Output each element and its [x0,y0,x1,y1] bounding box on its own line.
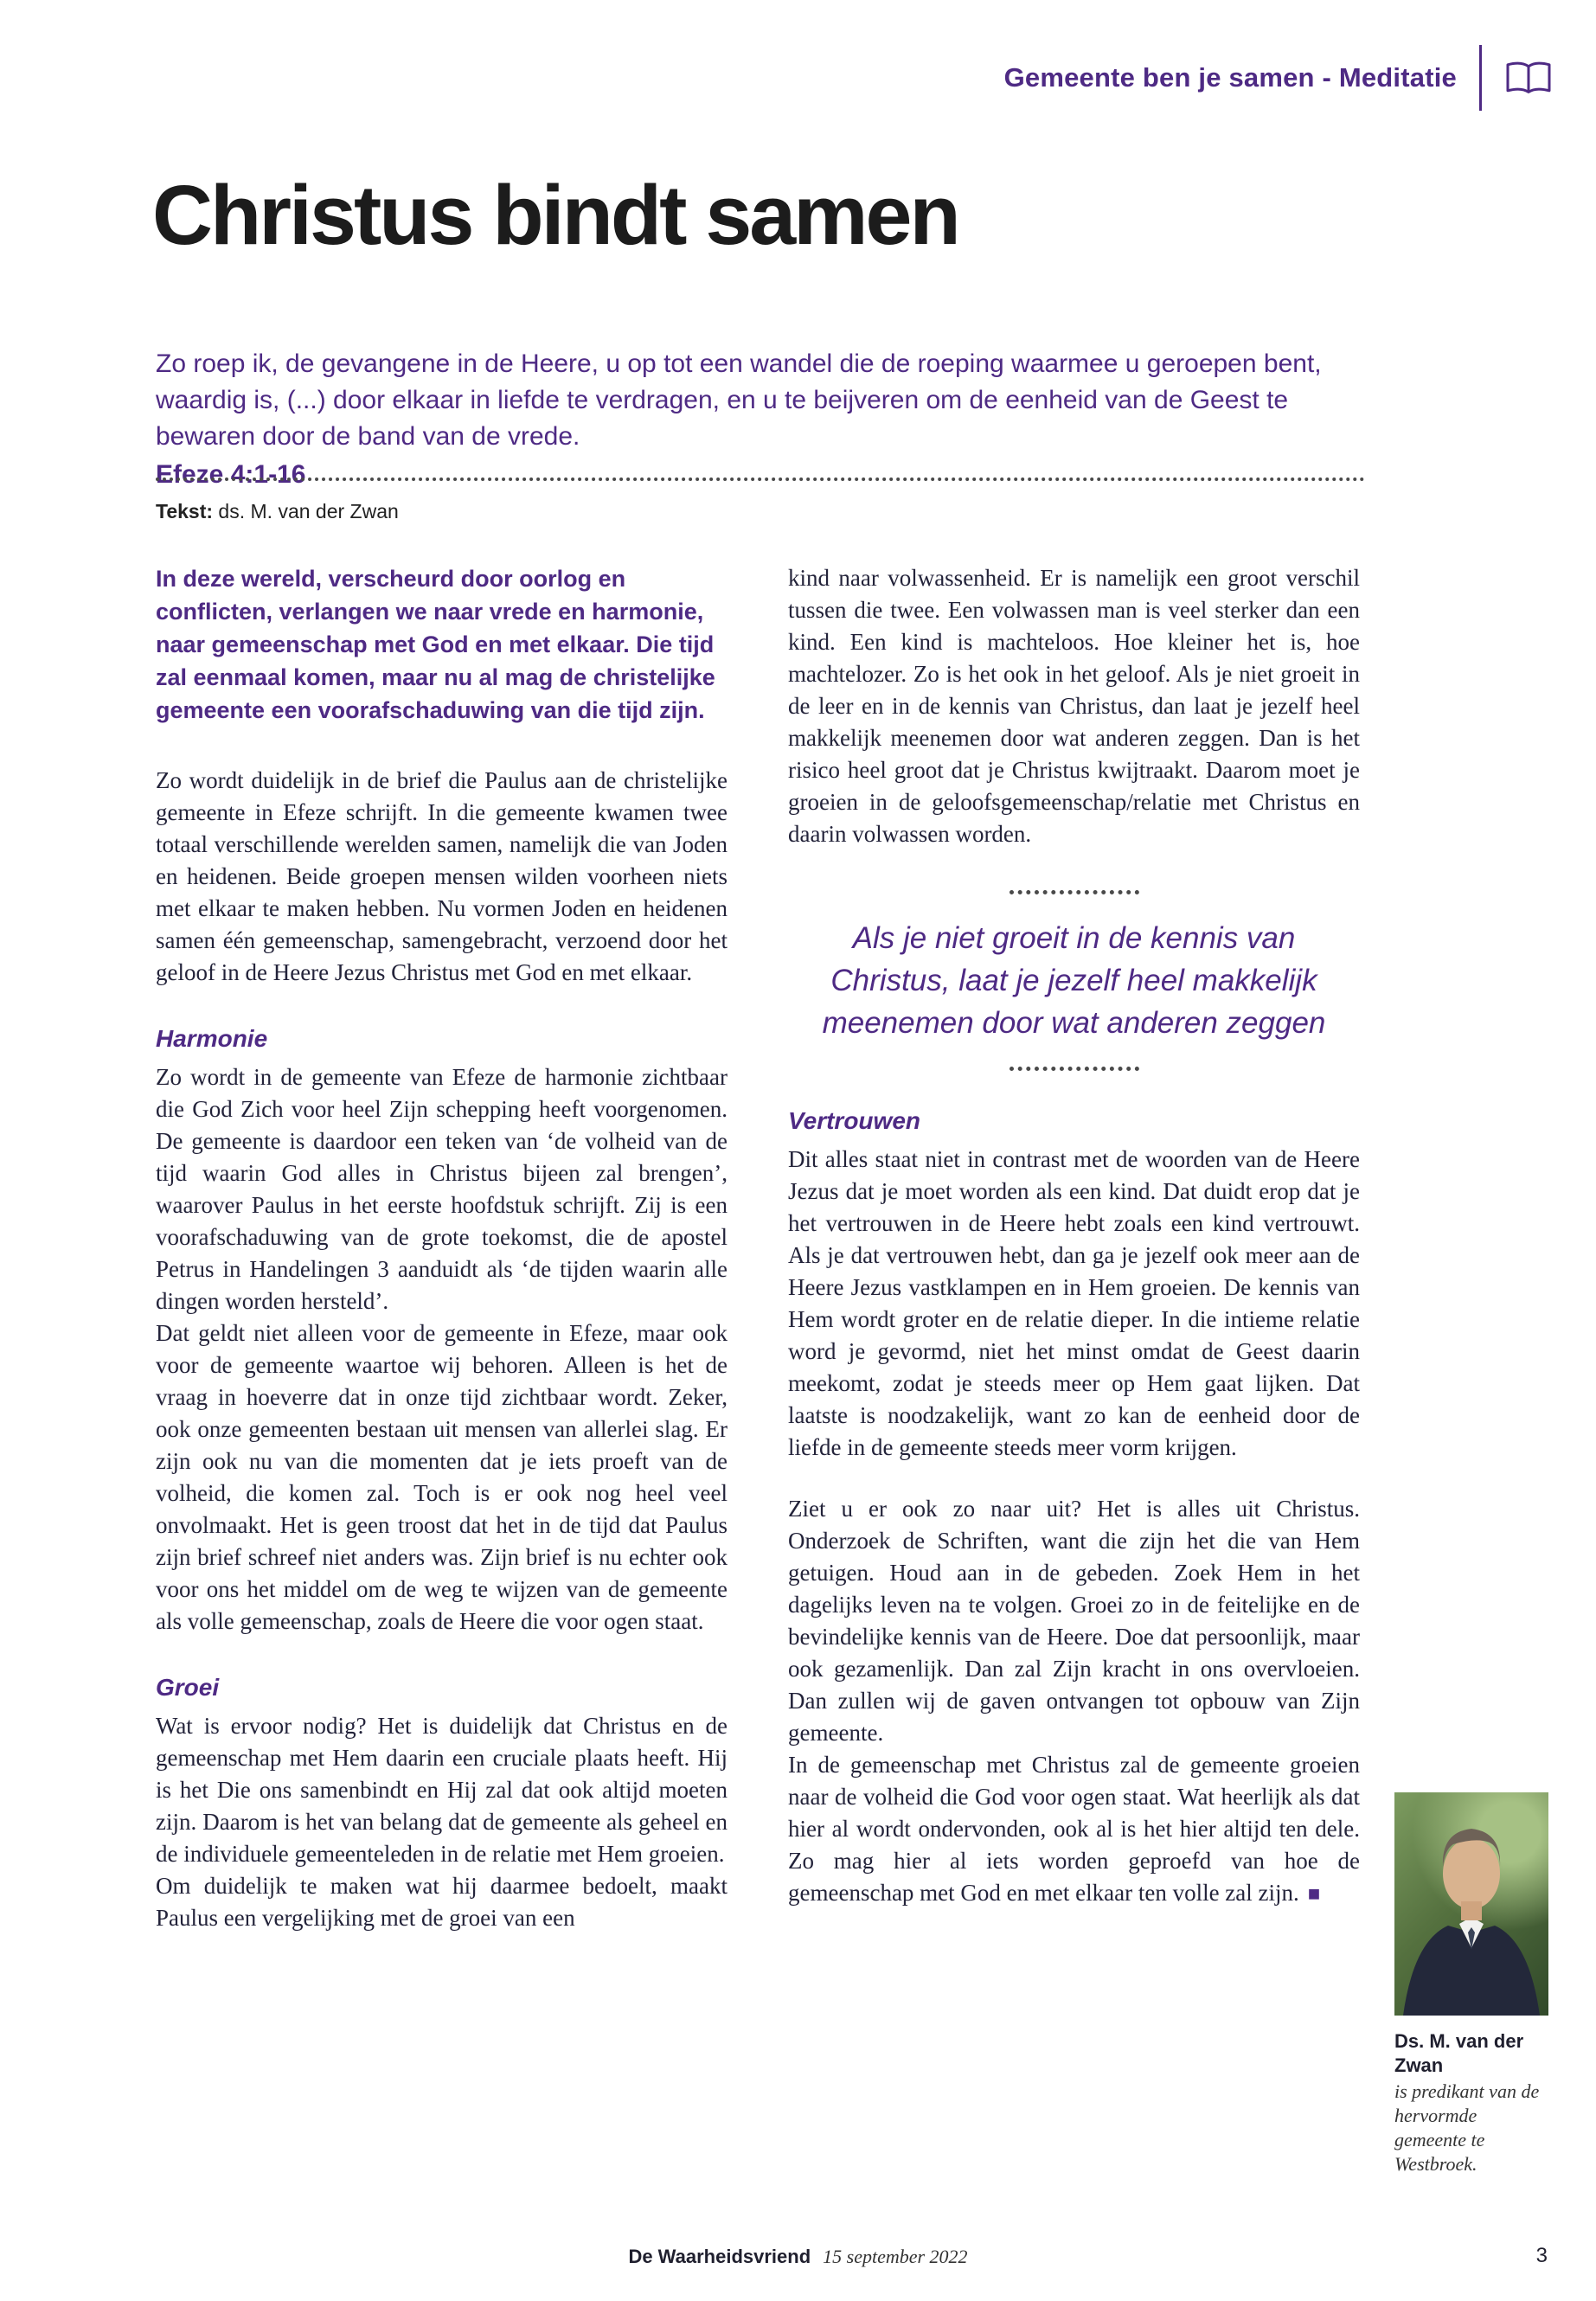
author-box [1394,1792,1548,2176]
pull-quote-block [788,890,1360,1071]
paragraph-groei-2: Om duidelijk te maken wat hij daarmee bedoelt, maakt Paulus een vergelijking met de groei van een [156,1873,727,1931]
issue-date: 15 september 2022 [823,2246,968,2267]
heading-groei: Groei [156,1674,220,1701]
pull-quote: Als je niet groeit in de kennis van Christus, laat je jezelf heel makkelijk meenemen door wat anderen zeggen [822,921,1326,1040]
paragraph-vertrouwen-2: Ziet u er ook zo naar uit? Het is alles uit Christus. Onderzoek de Schriften, want die zijn het die van Hem getuigen. Houd aan in de gebeden. Zoek Hem in het dagelijks leven na te volgen. Groei zo in de feitelijke en de bevindelijke kennis van de Heere. Doe dat persoonlijk, maar ook gezamenlijk. Dan zal Zijn kracht in ons overvloeien. Dan zullen wij de gaven ontvangen tot opbouw van Zijn gemeente. [788,1496,1360,1746]
magazine-name: De Waarheidsvriend [628,2246,811,2267]
left-column [156,562,727,1934]
page-header [1004,45,1553,111]
header-divider [1479,45,1482,111]
heading-vertrouwen: Vertrouwen [788,1107,920,1134]
intro-quote: Zo roep ik, de gevangene in de Heere, u op tot een wandel die de roeping waarmee u geroepen bent, waardig is, (...) door elkaar in liefde te verdragen, en u te beijveren om de eenheid van de Geest te bewaren door de band van de vrede. [156,349,1322,451]
paragraph-vertrouwen-1: Dit alles staat niet in contrast met de woorden van de Heere Jezus dat je moet worden als een kind. Dat duidt erop dat je het vertrouwen in de Heere hebt zoals een kind vertrouwt. Als je dat vertrouwen hebt, dan ga je jezelf ook meer aan de Heere Jezus vastklampen en in Hem groeien. De kennis van Hem wordt groter en de relatie dieper. In die intieme relatie word je gevormd, niet het minst omdat de Geest daarin meekomt, zodat je steeds meer op Hem gaat lijken. Dat laatste is noodzakelijk, want zo kan de eenheid door de liefde in de gemeente steeds meer vorm krijgen. [788,1146,1360,1460]
article-end-mark: ■ [1307,1883,1321,1906]
paragraph-kind: kind naar volwassenheid. Er is namelijk een groot verschil tussen die twee. Een volwassen man is veel sterker dan een kind. Een kind is machteloos. Hoe kleiner het is, hoe machtelozer. Zo is het ook in het geloof. Als je niet groeit in de leer en in de kennis van Christus, dan laat je jezelf heel makkelijk meenemen door wat anderen zeggen. Dan is het risico heel groot dat je Christus kwijtraakt. Daarom moet je groeien in de geloofsgemeenschap/relatie met Christus en daarin volwassen worden. [788,565,1360,847]
byline [156,500,399,523]
paragraph-groei-1: Wat is ervoor nodig? Het is duidelijk dat Christus en de gemeenschap met Hem daarin een cruciale plaats heeft. Hij is het Die ons samenbindt en Hij zal dat ook altijd moeten zijn. Daarom is het van belang dat de gemeente als geheel en de individuele gemeenteleden in de relatie met Hem groeien. [156,1713,727,1867]
paragraph-harmonie-1: Zo wordt in de gemeente van Efeze de harmonie zichtbaar die God Zich voor heel Zijn schepping heeft voorgenomen. De gemeente is daardoor een teken van ‘de volheid van de tijd waarin God alles in Christus bijeen zal brengen’, waarover Paulus in het eerste hoofdstuk schrijft. Zij is een voorafschaduwing van de grote toekomst, die de apostel Petrus in Handelingen 3 aanduidt als ‘de tijden waarin alle dingen worden hersteld’. [156,1064,727,1314]
intro-reference: Efeze 4:1-16 [156,460,306,489]
section-title: Gemeente ben je samen - Meditatie [1003,62,1457,93]
dotted-separator [156,478,1365,481]
author-caption: is predikant van de hervormde gemeente te Westbroek. [1394,2080,1540,2175]
lead-paragraph: In deze wereld, verscheurd door oorlog en conflicten, verlangen we naar vrede en harmonie, naar gemeenschap met God en met elkaar. Die tijd zal eenmaal komen, maar nu al mag de christelijke gemeente een voorafschaduwing van die tijd zijn. [156,566,715,723]
open-book-icon [1504,61,1553,95]
paragraph-vertrouwen-3-text: In de gemeenschap met Christus zal de gemeente groeien naar de volheid die God voor ogen staat. Wat heerlijk als dat hier al wordt ondervonden, ook al is het hier altijd ten dele. Zo mag hier al iets worden geproefd van hoe de gemeenschap met God en met elkaar ten volle zal zijn. [788,1752,1360,1906]
byline-author: ds. M. van der Zwan [213,500,399,522]
author-name: Ds. M. van der Zwan [1394,2030,1524,2076]
paragraph-intro: Zo wordt duidelijk in de brief die Paulus aan de christelijke gemeente in Efeze schrijft. In die gemeente kwamen twee totaal verschillende werelden samen, namelijk die van Joden en heidenen. Beide groepen mensen wilden voorheen niets met elkaar te maken hebben. Nu vormen Joden en heidenen samen één gemeenschap, samengebracht, verzoend door het geloof in de Heere Jezus Christus met God en met elkaar. [156,767,727,985]
heading-harmonie: Harmonie [156,1025,268,1052]
article-body [156,562,1360,1934]
paragraph-harmonie-2: Dat geldt niet alleen voor de gemeente in Efeze, maar ook voor de gemeente waartoe wij behoren. Alleen is het de vraag in hoeverre dat in onze tijd zichtbaar wordt. Zeker, ook onze gemeenten bestaan uit mensen van allerlei slag. Er zijn ook nu van die momenten dat je iets proeft van de volheid, die komen zal. Toch is er ook nog heel veel onvolmaakt. Het is geen troost dat het in de tijd dat Paulus zijn brief schreef niet anders was. Zijn brief is nu echter ook voor ons het middel om de weg te wijzen van de gemeente als volle gemeenschap, zoals de Heere die voor ogen staat. [156,1320,727,1634]
pull-quote-dots-bottom [1010,1067,1139,1071]
author-photo [1394,1792,1548,2016]
paragraph-vertrouwen-3 [788,1749,1360,1911]
intro-quote-block [156,346,1365,490]
page-number: 3 [1535,2244,1548,2267]
right-column [788,562,1360,1934]
byline-label: Tekst: [156,500,214,522]
page-footer [0,2246,1596,2268]
article-title: Christus bindt samen [152,168,958,262]
pull-quote-dots-top [1010,890,1139,894]
